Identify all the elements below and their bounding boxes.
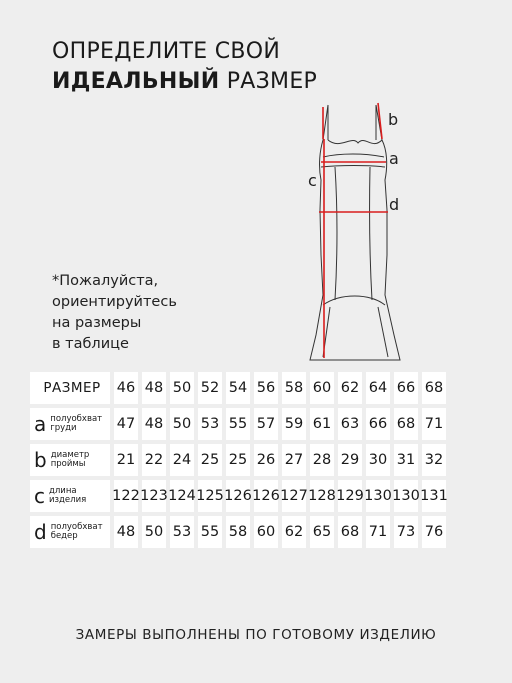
size-58: 58 <box>282 372 306 404</box>
table-cell: 122 <box>114 480 138 512</box>
measure-letter: c <box>34 484 45 508</box>
size-52: 52 <box>198 372 222 404</box>
table-cell: 68 <box>338 516 362 548</box>
measure-letter: d <box>34 520 47 544</box>
table-cell: 57 <box>254 408 278 440</box>
measure-description: полуобхват бедер <box>50 522 103 541</box>
row-label <box>30 408 110 440</box>
table-cell: 59 <box>282 408 306 440</box>
table-cell: 131 <box>422 480 446 512</box>
table-cell: 61 <box>310 408 334 440</box>
table-cell: 24 <box>170 444 194 476</box>
table-row <box>30 516 450 548</box>
table-cell: 27 <box>282 444 306 476</box>
table-cell: 25 <box>226 444 250 476</box>
size-table-body <box>30 408 450 548</box>
table-cell: 123 <box>142 480 166 512</box>
size-54: 54 <box>226 372 250 404</box>
table-cell: 53 <box>198 408 222 440</box>
table-row <box>30 480 450 512</box>
size-48: 48 <box>142 372 166 404</box>
size-56: 56 <box>254 372 278 404</box>
table-cell: 22 <box>142 444 166 476</box>
neckline <box>328 140 382 144</box>
table-cell: 55 <box>226 408 250 440</box>
table-cell: 50 <box>170 408 194 440</box>
label-c: c <box>308 171 317 190</box>
size-table <box>30 372 450 552</box>
size-64: 64 <box>366 372 390 404</box>
table-cell: 53 <box>170 516 194 548</box>
size-60: 60 <box>310 372 334 404</box>
table-cell: 28 <box>310 444 334 476</box>
table-cell: 60 <box>254 516 278 548</box>
size-note: *Пожалуйста, ориентируйтесь на размеры в таблице <box>52 273 177 352</box>
table-cell: 126 <box>254 480 278 512</box>
flounce-fold-2 <box>378 307 388 357</box>
size-46: 46 <box>114 372 138 404</box>
table-cell: 128 <box>310 480 334 512</box>
table-cell: 29 <box>338 444 362 476</box>
header-label: РАЗМЕР <box>30 372 110 404</box>
table-cell: 130 <box>366 480 390 512</box>
table-cell: 126 <box>226 480 250 512</box>
table-cell: 21 <box>114 444 138 476</box>
row-label <box>30 444 110 476</box>
row-label <box>30 516 110 548</box>
table-cell: 30 <box>366 444 390 476</box>
title-rest: РАЗМЕР <box>219 69 318 94</box>
underbust-seam <box>321 166 385 168</box>
label-b: b <box>388 110 399 129</box>
measure-description: полуобхват груди <box>50 414 103 433</box>
princess-seam-right <box>370 167 372 300</box>
size-table-header <box>30 372 450 404</box>
size-50: 50 <box>170 372 194 404</box>
table-cell: 65 <box>310 516 334 548</box>
table-cell: 32 <box>422 444 446 476</box>
table-cell: 48 <box>114 516 138 548</box>
title-line-2 <box>52 67 317 97</box>
table-cell: 68 <box>394 408 418 440</box>
table-row <box>30 444 450 476</box>
page-title <box>52 37 317 97</box>
table-cell: 130 <box>394 480 418 512</box>
title-line-1: ОПРЕДЕЛИТЕ СВОЙ <box>52 39 281 64</box>
table-cell: 62 <box>282 516 306 548</box>
table-cell: 25 <box>198 444 222 476</box>
table-cell: 66 <box>366 408 390 440</box>
table-cell: 71 <box>422 408 446 440</box>
row-label <box>30 480 110 512</box>
size-68: 68 <box>422 372 446 404</box>
title-bold-word: ИДЕАЛЬНЫЙ <box>52 69 220 94</box>
footer-note: ЗАМЕРЫ ВЫПОЛНЕНЫ ПО ГОТОВОМУ ИЗДЕЛИЮ <box>75 627 437 643</box>
label-d: d <box>389 195 400 214</box>
table-cell: 55 <box>198 516 222 548</box>
size-66: 66 <box>394 372 418 404</box>
table-cell: 31 <box>394 444 418 476</box>
table-cell: 63 <box>338 408 362 440</box>
table-cell: 48 <box>142 408 166 440</box>
label-a: a <box>389 149 399 168</box>
measure-letter: a <box>34 412 47 436</box>
table-cell: 124 <box>170 480 194 512</box>
table-cell: 50 <box>142 516 166 548</box>
table-row <box>30 408 450 440</box>
table-cell: 125 <box>198 480 222 512</box>
flounce-seam <box>323 296 385 305</box>
table-cell: 47 <box>114 408 138 440</box>
measure-description: диаметр проймы <box>50 450 90 469</box>
table-cell: 26 <box>254 444 278 476</box>
table-cell: 73 <box>394 516 418 548</box>
dress-measurement-diagram <box>290 95 410 370</box>
measure-description: длина изделия <box>49 486 87 505</box>
princess-seam-left <box>335 167 337 300</box>
measure-letter: b <box>34 448 47 472</box>
table-cell: 129 <box>338 480 362 512</box>
table-cell: 76 <box>422 516 446 548</box>
table-cell: 71 <box>366 516 390 548</box>
table-cell: 58 <box>226 516 250 548</box>
size-62: 62 <box>338 372 362 404</box>
table-cell: 127 <box>282 480 306 512</box>
bust-seam <box>323 154 384 157</box>
